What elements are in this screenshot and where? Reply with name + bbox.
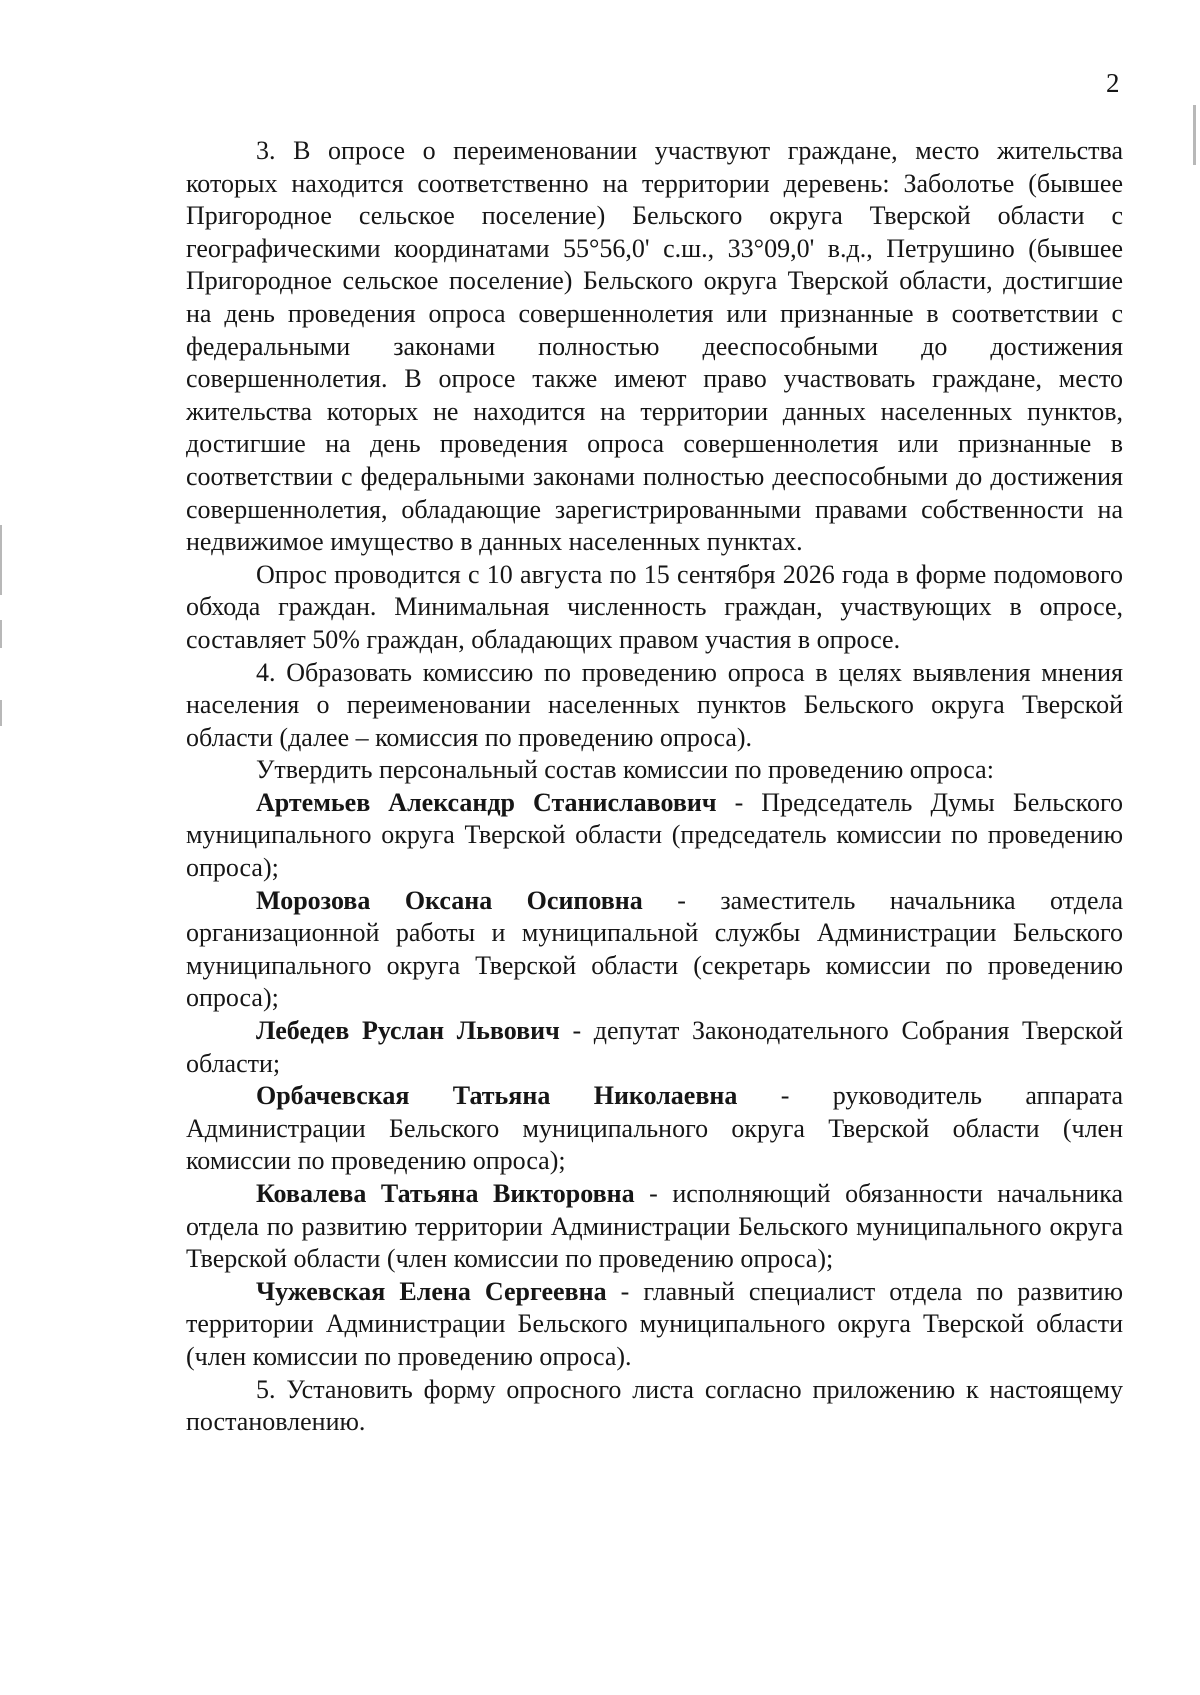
commission-member: [186, 885, 1123, 1015]
scan-edge-mark: [0, 525, 2, 595]
member-role: - заместитель начальника отдела организационной работы и муниципальной службы Администрации Бельского муниципального округа Тверской области (секретарь комиссии по проведению опроса);: [186, 885, 1123, 1013]
clause-5-paragraph: 5. Установить форму опросного листа согласно приложению к настоящему постановлению.: [186, 1374, 1123, 1437]
scan-edge-mark: [1193, 105, 1196, 165]
commission-member: [186, 1276, 1123, 1374]
member-role: - исполняющий обязанности начальника отдела по развитию территории Администрации Бельского муниципального округа Тверской области (член комиссии по проведению опроса);: [186, 1179, 1123, 1274]
member-role: - руководитель аппарата Администрации Бельского муниципального округа Тверской области (член комиссии по проведению опроса);: [186, 1081, 1123, 1176]
page-number: 2: [1106, 68, 1120, 98]
member-name: Чужевская Елена Сергеевна: [256, 1276, 607, 1306]
member-role: - Председатель Думы Бельского муниципального округа Тверской области (председатель комиссии по проведению опроса);: [186, 787, 1123, 883]
scan-edge-mark: [0, 700, 2, 726]
commission-intro-paragraph: Утвердить персональный состав комиссии по проведению опроса:: [256, 755, 994, 785]
scan-edge-mark: [0, 620, 2, 648]
member-name: Лебедев Руслан Львович: [256, 1016, 560, 1046]
document-body: [186, 135, 1123, 1439]
survey-dates-paragraph: Опрос проводится с 10 августа по 15 сентября 2026 года в форме подомового обхода граждан. Минимальная численность граждан, участвующих в опросе, составляет 50% граждан, обладающих правом участия в опросе.: [186, 559, 1123, 654]
member-name: Артемьев Александр Станиславович: [256, 787, 717, 817]
member-name: Орбачевская Татьяна Николаевна: [256, 1081, 738, 1111]
member-name: Ковалева Татьяна Викторовна: [256, 1179, 635, 1208]
clause-4-paragraph: 4. Образовать комиссию по проведению опроса в целях выявления мнения населения о переименовании населенных пунктов Бельского округа Тверской области (далее – комиссия по проведению опроса).: [186, 657, 1123, 752]
member-role: - главный специалист отдела по развитию территории Администрации Бельского муниципального округа Тверской области (член комиссии по проведению опроса).: [186, 1276, 1123, 1371]
clause-3-paragraph: 3. В опросе о переименовании участвуют граждане, место жительства которых находится соответственно на территории деревень: Заболотье (бывшее Пригородное сельское поселение) Бельского округа Тверской области с географическими координатами 55°56,0' с.ш., 33°09,0' в.д., Петрушино (бывшее Пригородное сельское поселение) Бельского округа Тверской области, достигшие на день проведения опроса совершеннолетия или признанные в соответствии с федеральными законами полностью дееспособными до достижения совершеннолетия. В опросе также имеют право участвовать граждане, место жительства которых не находится на территории данных населенных пунктов, достигшие на день проведения опроса совершеннолетия или признанные в соответствии с федеральными законами полностью дееспособными до достижения совершеннолетия, обладающие зарегистрированными правами собственности на недвижимое имущество в данных населенных пунктах.: [186, 136, 1123, 557]
commission-member: [186, 1080, 1123, 1178]
commission-member: [186, 1178, 1123, 1276]
member-name: Морозова Оксана Осиповна: [256, 885, 643, 915]
commission-member: [186, 787, 1123, 885]
member-role: - депутат Законодательного Собрания Тверской области;: [186, 1016, 1123, 1078]
commission-member: [186, 1015, 1123, 1080]
